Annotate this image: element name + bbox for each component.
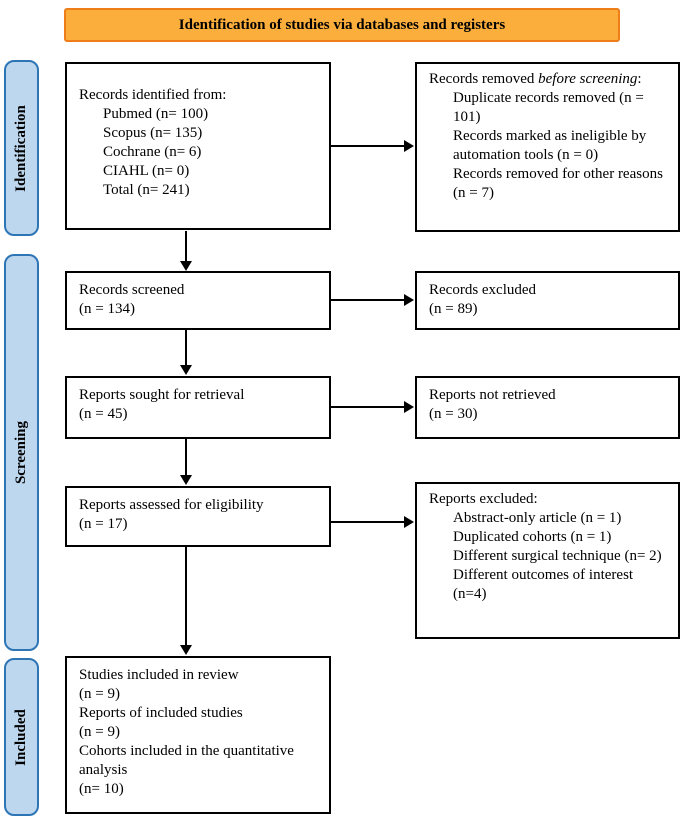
reports-assessed-line: Reports assessed for eligibility [79, 497, 264, 513]
box-reports-sought [65, 376, 331, 439]
stage-screening-label: Screening [13, 420, 29, 485]
reports-excluded-item: Abstract-only article (n = 1) [453, 510, 622, 526]
records-identified-item: Pubmed (n= 100) [103, 106, 209, 122]
arrow-down-screened-to-sought [180, 330, 192, 375]
reports-excluded-title: Reports excluded: [429, 491, 538, 507]
stage-screening [4, 254, 39, 651]
box-reports-not-retrieved [415, 376, 680, 439]
records-identified-item: Scopus (n= 135) [103, 125, 203, 141]
box-records-removed [415, 62, 680, 232]
reports-not-retrieved-line: (n = 30) [429, 406, 478, 422]
records-identified-item: Cochrane (n= 6) [103, 144, 202, 160]
arrow-down-sought-to-assessed [180, 439, 192, 485]
arrow-shaft [185, 547, 187, 646]
arrow-head-icon [180, 261, 192, 271]
reports-excluded-item: Different outcomes of interest (n=4) [453, 567, 634, 602]
records-removed-title [429, 70, 668, 89]
arrow-shaft [185, 231, 187, 262]
reports-assessed-line: (n = 17) [79, 516, 128, 532]
arrow-right-assessed-to-excluded [331, 516, 414, 528]
studies-included-line: Studies included in review [79, 667, 239, 683]
stage-included-label: Included [13, 708, 30, 766]
arrow-down-identified-to-screened [180, 231, 192, 271]
records-removed-item: Duplicate records removed (n = 101) [453, 90, 644, 125]
records-screened-line: (n = 134) [79, 301, 135, 317]
arrow-shaft [331, 406, 405, 408]
arrow-shaft [185, 439, 187, 476]
arrow-shaft [331, 299, 405, 301]
records-removed-title-suffix: : [637, 71, 642, 87]
records-excluded-line: Records excluded [429, 282, 537, 298]
arrow-shaft [185, 330, 187, 366]
stage-identification-label: Identification [13, 104, 30, 192]
box-records-excluded [415, 271, 680, 330]
studies-included-line: (n= 10) [79, 781, 124, 797]
records-excluded-line: (n = 89) [429, 301, 478, 317]
studies-included-line: Cohorts included in the quantitative analysis [79, 743, 294, 778]
arrow-head-icon [180, 645, 192, 655]
records-removed-title-italic: before screening [538, 71, 638, 87]
box-reports-assessed [65, 486, 331, 547]
arrow-head-icon [404, 516, 414, 528]
arrow-head-icon [180, 365, 192, 375]
stage-identification [4, 60, 39, 236]
studies-included-line: (n = 9) [79, 686, 120, 702]
box-records-identified [65, 62, 331, 230]
arrow-head-icon [180, 475, 192, 485]
studies-included-line: Reports of included studies [79, 705, 243, 721]
box-records-screened [65, 271, 331, 330]
arrow-down-assessed-to-included [180, 547, 192, 655]
arrow-head-icon [404, 294, 414, 306]
box-reports-excluded [415, 482, 680, 639]
records-screened-line: Records screened [79, 282, 185, 298]
reports-excluded-item: Different surgical technique (n= 2) [453, 548, 662, 564]
reports-excluded-item: Duplicated cohorts (n = 1) [453, 529, 612, 545]
arrow-head-icon [404, 401, 414, 413]
box-studies-included [65, 656, 331, 814]
reports-sought-line: Reports sought for retrieval [79, 387, 245, 403]
arrow-right-screened-to-excluded [331, 294, 414, 306]
arrow-shaft [331, 521, 405, 523]
records-identified-title: Records identified from: [79, 87, 227, 103]
arrow-head-icon [404, 140, 414, 152]
records-removed-item: Records marked as ineligible by automation tools (n = 0) [453, 128, 647, 163]
records-identified-item: Total (n= 241) [103, 182, 190, 198]
header-banner [64, 8, 620, 42]
arrow-right-identified-to-removed [331, 140, 414, 152]
reports-not-retrieved-line: Reports not retrieved [429, 387, 556, 403]
header-title: Identification of studies via databases and registers [178, 16, 506, 33]
reports-sought-line: (n = 45) [79, 406, 128, 422]
studies-included-line: (n = 9) [79, 724, 120, 740]
arrow-shaft [331, 145, 405, 147]
records-removed-title-normal: Records removed [429, 71, 539, 87]
stage-included [4, 658, 39, 816]
arrow-right-sought-to-not-retrieved [331, 401, 414, 413]
records-removed-item: Records removed for other reasons (n = 7) [453, 166, 663, 201]
records-identified-item: CIAHL (n= 0) [103, 163, 190, 179]
